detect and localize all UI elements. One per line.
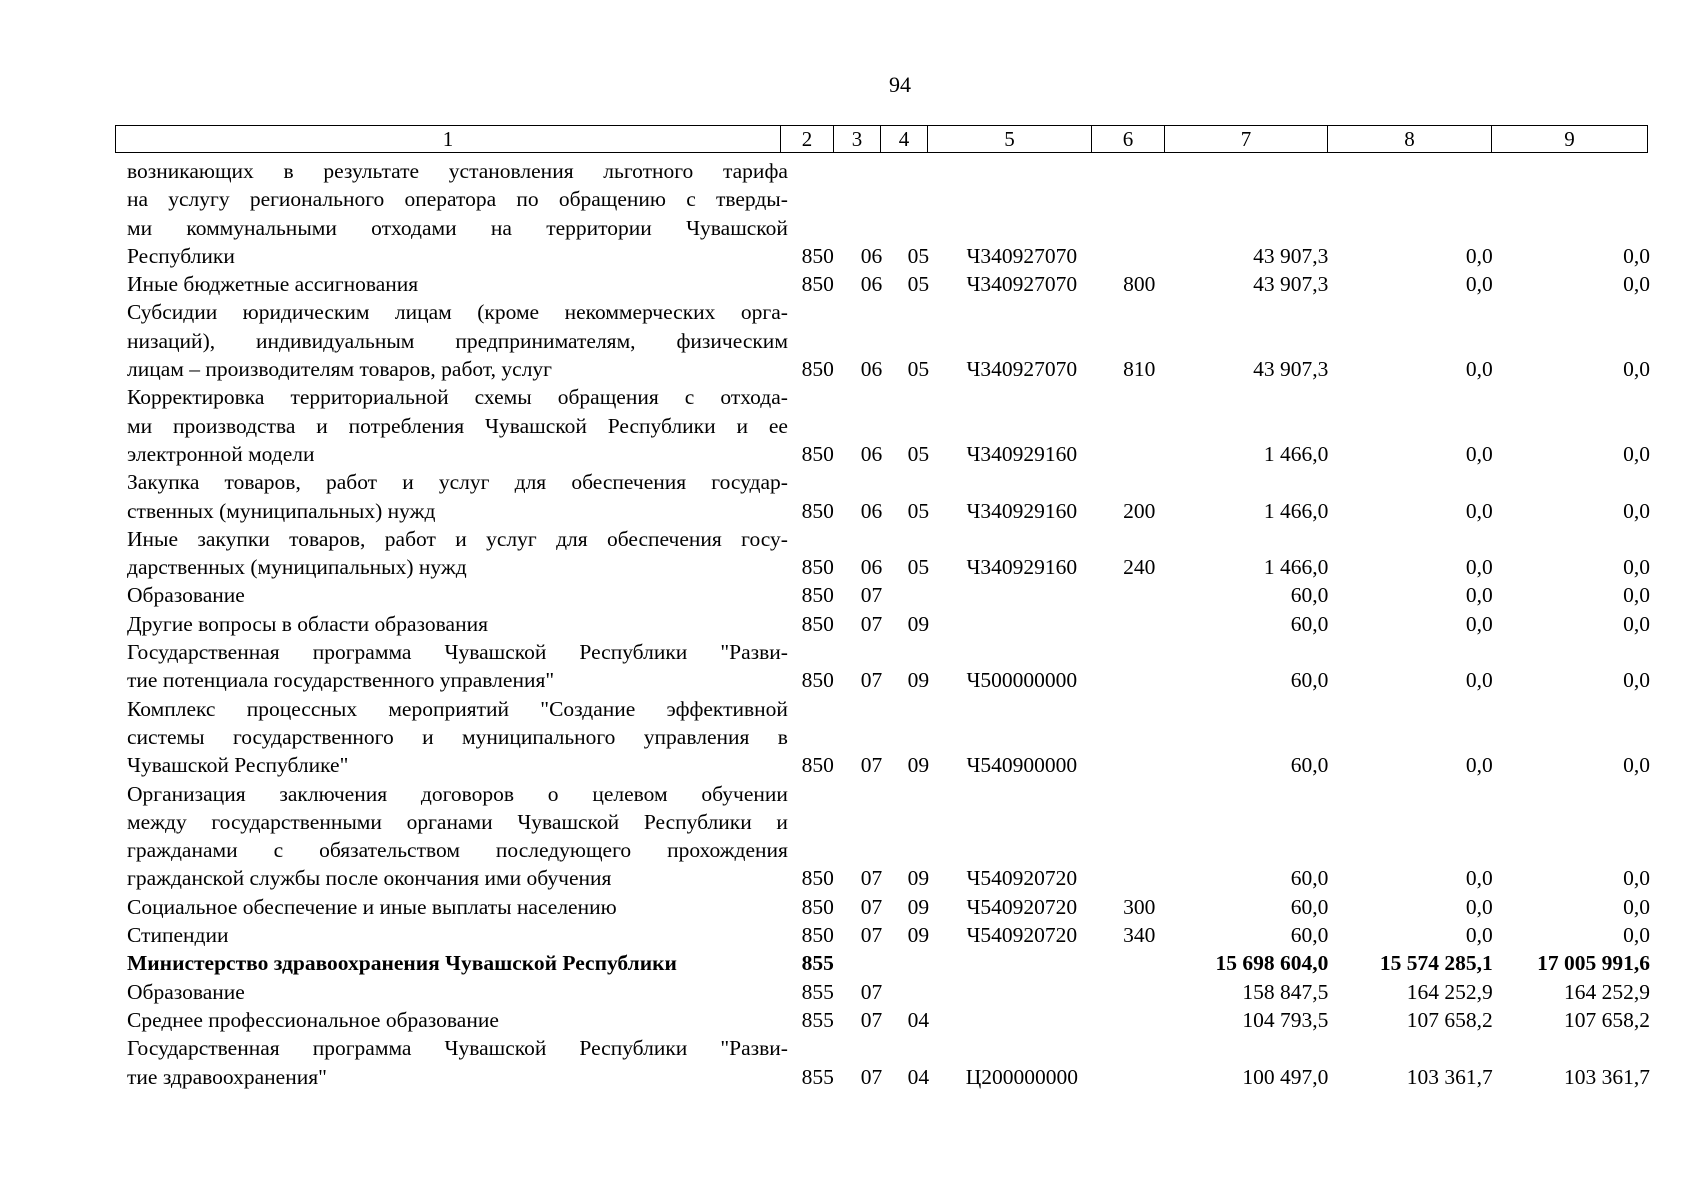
budget-table-body <box>115 157 1660 1091</box>
cell-col-2: 850 <box>801 894 834 919</box>
column-header-5: 5 <box>928 126 1092 153</box>
cell-col-3: 07 <box>860 611 883 636</box>
cell-col-9: 107 658,2 <box>1564 1007 1650 1032</box>
cell-col-4: 09 <box>907 753 930 778</box>
cell-col-7: 60,0 <box>1290 611 1329 636</box>
table-row <box>115 270 1660 298</box>
row-description <box>127 638 788 695</box>
table-row <box>115 383 1660 468</box>
cell-col-7: 1 466,0 <box>1263 555 1329 580</box>
cell-col-6: 810 <box>1123 357 1156 382</box>
cell-col-9: 0,0 <box>1623 611 1650 636</box>
cell-col-3: 07 <box>860 1007 883 1032</box>
cell-col-4: 09 <box>907 668 930 693</box>
cell-col-2: 855 <box>801 951 834 976</box>
cell-col-8: 107 658,2 <box>1406 1007 1493 1032</box>
cell-col-2: 855 <box>801 979 834 1004</box>
description-line: Социальное обеспечение и иные выплаты населению <box>127 894 617 919</box>
cell-col-6: 300 <box>1123 894 1156 919</box>
column-header-2: 2 <box>781 126 834 153</box>
description-line: Министерство здравоохранения Чувашской Республики <box>127 951 677 976</box>
cell-col-2: 850 <box>801 611 834 636</box>
column-header-1: 1 <box>116 126 781 153</box>
description-line: Государственная программа Чувашской Республики "Разви- <box>127 640 788 665</box>
cell-col-8: 0,0 <box>1465 753 1493 778</box>
cell-col-4: 09 <box>907 923 930 948</box>
cell-col-3: 07 <box>860 668 883 693</box>
cell-col-4: 05 <box>907 498 930 523</box>
cell-col-7: 100 497,0 <box>1242 1064 1329 1089</box>
row-description <box>127 525 788 582</box>
description-line: Государственная программа Чувашской Республики "Разви- <box>127 1036 788 1061</box>
table-row <box>115 893 1660 921</box>
table-row <box>115 157 1660 270</box>
description-line: Республики <box>127 243 235 268</box>
cell-col-7: 1 466,0 <box>1263 441 1329 466</box>
description-line: ми коммунальными отходами на территории Чувашской <box>127 215 788 240</box>
cell-col-9: 0,0 <box>1623 555 1650 580</box>
description-line: Организация заключения договоров о целевом обучении <box>127 781 788 806</box>
cell-col-5: Ч340927070 <box>966 243 1078 268</box>
cell-col-8: 0,0 <box>1465 498 1493 523</box>
cell-col-3: 07 <box>860 583 883 608</box>
cell-col-2: 850 <box>801 441 834 466</box>
description-line: низаций), индивидуальным предпринимателям, физическим <box>127 328 788 353</box>
description-line: тие потенциала государственного управления" <box>127 668 555 693</box>
description-line: Иные бюджетные ассигнования <box>127 272 419 297</box>
cell-col-3: 07 <box>860 753 883 778</box>
cell-col-7: 60,0 <box>1290 894 1329 919</box>
cell-col-5: Ч540900000 <box>966 753 1078 778</box>
description-line: Другие вопросы в области образования <box>127 611 488 636</box>
cell-col-2: 850 <box>801 555 834 580</box>
cell-col-4: 09 <box>907 894 930 919</box>
description-line: Комплекс процессных мероприятий "Создание эффективной <box>127 696 788 721</box>
row-description <box>127 978 788 1006</box>
cell-col-5: Ц200000000 <box>965 1064 1078 1089</box>
cell-col-9: 0,0 <box>1623 583 1650 608</box>
row-description <box>127 610 788 638</box>
table-row <box>115 525 1660 582</box>
cell-col-5: Ч540920720 <box>966 894 1078 919</box>
cell-col-8: 0,0 <box>1465 583 1493 608</box>
row-description <box>127 695 788 780</box>
cell-col-3: 07 <box>860 923 883 948</box>
cell-col-3: 06 <box>860 441 883 466</box>
cell-col-4: 04 <box>907 1007 930 1032</box>
cell-col-2: 855 <box>801 1007 834 1032</box>
description-line: системы государственного и муниципального управления в <box>127 724 788 749</box>
page-number: 94 <box>889 72 911 97</box>
description-line: Чувашской Республике" <box>127 753 349 778</box>
row-description <box>127 893 788 921</box>
cell-col-2: 850 <box>801 753 834 778</box>
cell-col-7: 60,0 <box>1290 866 1329 891</box>
cell-col-4: 05 <box>907 243 930 268</box>
table-row <box>115 610 1660 638</box>
cell-col-2: 850 <box>801 866 834 891</box>
row-description <box>127 1006 788 1034</box>
cell-col-9: 103 361,7 <box>1564 1064 1650 1089</box>
row-description <box>127 581 788 609</box>
table-row <box>115 949 1660 977</box>
description-line: между государственными органами Чувашской Республики и <box>127 809 788 834</box>
cell-col-3: 07 <box>860 979 883 1004</box>
cell-col-4: 05 <box>907 272 930 297</box>
column-header-3: 3 <box>834 126 881 153</box>
cell-col-8: 0,0 <box>1465 923 1493 948</box>
description-line: гражданской службы после окончания ими обучения <box>127 866 612 891</box>
cell-col-5: Ч540920720 <box>966 923 1078 948</box>
cell-col-5: Ч500000000 <box>966 668 1078 693</box>
cell-col-3: 06 <box>860 243 883 268</box>
cell-col-8: 164 252,9 <box>1406 979 1493 1004</box>
description-line: Среднее профессиональное образование <box>127 1007 499 1032</box>
cell-col-3: 06 <box>860 272 883 297</box>
description-line: возникающих в результате установления льготного тарифа <box>127 159 788 183</box>
table-row <box>115 468 1660 525</box>
cell-col-7: 60,0 <box>1290 923 1329 948</box>
cell-col-7: 60,0 <box>1290 753 1329 778</box>
cell-col-7: 158 847,5 <box>1242 979 1329 1004</box>
cell-col-3: 07 <box>860 1064 883 1089</box>
cell-col-8: 103 361,7 <box>1406 1064 1493 1089</box>
cell-col-3: 06 <box>860 555 883 580</box>
cell-col-4: 05 <box>907 555 930 580</box>
cell-col-6: 800 <box>1123 272 1156 297</box>
table-row <box>115 978 1660 1006</box>
column-header-6: 6 <box>1092 126 1165 153</box>
cell-col-9: 0,0 <box>1623 243 1650 268</box>
cell-col-7: 60,0 <box>1290 583 1329 608</box>
description-line: лицам – производителям товаров, работ, услуг <box>127 357 553 382</box>
cell-col-5: Ч540920720 <box>966 866 1078 891</box>
cell-col-8: 0,0 <box>1465 243 1493 268</box>
cell-col-2: 850 <box>801 357 834 382</box>
cell-col-5: Ч340929160 <box>966 498 1078 523</box>
cell-col-8: 0,0 <box>1465 357 1493 382</box>
cell-col-5: Ч340929160 <box>966 555 1078 580</box>
cell-col-8: 0,0 <box>1465 894 1493 919</box>
row-description <box>127 383 788 468</box>
cell-col-2: 855 <box>801 1064 834 1089</box>
cell-col-4: 05 <box>907 441 930 466</box>
cell-col-2: 850 <box>801 583 834 608</box>
cell-col-8: 0,0 <box>1465 611 1493 636</box>
table-row <box>115 695 1660 780</box>
row-description <box>127 921 788 949</box>
cell-col-9: 0,0 <box>1623 866 1650 891</box>
cell-col-6: 340 <box>1123 923 1156 948</box>
cell-col-9: 0,0 <box>1623 923 1650 948</box>
cell-col-9: 0,0 <box>1623 272 1650 297</box>
cell-col-6: 200 <box>1123 498 1156 523</box>
cell-col-9: 0,0 <box>1623 357 1650 382</box>
cell-col-7: 43 907,3 <box>1253 357 1329 382</box>
description-line: ственных (муниципальных) нужд <box>127 498 436 523</box>
cell-col-8: 0,0 <box>1465 441 1493 466</box>
cell-col-3: 07 <box>860 866 883 891</box>
cell-col-9: 0,0 <box>1623 498 1650 523</box>
description-line: электронной модели <box>127 441 315 466</box>
column-header-9: 9 <box>1492 126 1648 153</box>
column-header-row <box>115 125 1648 153</box>
row-description <box>127 1034 788 1091</box>
cell-col-3: 07 <box>860 894 883 919</box>
cell-col-9: 0,0 <box>1623 668 1650 693</box>
description-line: Иные закупки товаров, работ и услуг для обеспечения госу- <box>127 526 788 551</box>
cell-col-7: 60,0 <box>1290 668 1329 693</box>
cell-col-9: 0,0 <box>1623 753 1650 778</box>
column-header-7: 7 <box>1165 126 1328 153</box>
description-line: Корректировка территориальной схемы обращения с отхода- <box>127 385 788 410</box>
cell-col-9: 0,0 <box>1623 441 1650 466</box>
cell-col-4: 04 <box>907 1064 930 1089</box>
row-description <box>127 949 788 977</box>
cell-col-9: 164 252,9 <box>1564 979 1650 1004</box>
table-row <box>115 1034 1660 1091</box>
cell-col-8: 0,0 <box>1465 272 1493 297</box>
cell-col-8: 0,0 <box>1465 555 1493 580</box>
cell-col-2: 850 <box>801 498 834 523</box>
table-row <box>115 638 1660 695</box>
cell-col-8: 0,0 <box>1465 866 1493 891</box>
cell-col-4: 09 <box>907 611 930 636</box>
cell-col-5: Ч340927070 <box>966 357 1078 382</box>
table-row <box>115 1006 1660 1034</box>
description-line: ми производства и потребления Чувашской Республики и ее <box>127 413 788 438</box>
row-description <box>127 780 788 893</box>
cell-col-8: 15 574 285,1 <box>1379 951 1493 976</box>
row-description <box>127 270 788 298</box>
cell-col-2: 850 <box>801 668 834 693</box>
cell-col-2: 850 <box>801 272 834 297</box>
row-description <box>127 157 788 270</box>
description-line: Образование <box>127 583 245 608</box>
table-row <box>115 581 1660 609</box>
table-row <box>115 780 1660 893</box>
cell-col-7: 15 698 604,0 <box>1215 951 1329 976</box>
table-row <box>115 921 1660 949</box>
cell-col-6: 240 <box>1123 555 1156 580</box>
cell-col-5: Ч340927070 <box>966 272 1078 297</box>
cell-col-7: 104 793,5 <box>1242 1007 1329 1032</box>
cell-col-7: 43 907,3 <box>1253 272 1329 297</box>
cell-col-9: 0,0 <box>1623 894 1650 919</box>
description-line: Образование <box>127 979 245 1004</box>
description-line: гражданами с обязательством последующего прохождения <box>127 838 788 863</box>
row-description <box>127 298 788 383</box>
description-line: Субсидии юридическим лицам (кроме некоммерческих орга- <box>127 300 788 325</box>
cell-col-3: 06 <box>860 498 883 523</box>
row-description <box>127 468 788 525</box>
cell-col-9: 17 005 991,6 <box>1537 951 1650 976</box>
cell-col-2: 850 <box>801 923 834 948</box>
cell-col-3: 06 <box>860 357 883 382</box>
description-line: дарственных (муниципальных) нужд <box>127 555 467 580</box>
cell-col-4: 05 <box>907 357 930 382</box>
cell-col-7: 43 907,3 <box>1253 243 1329 268</box>
cell-col-2: 850 <box>801 243 834 268</box>
table-row <box>115 298 1660 383</box>
cell-col-8: 0,0 <box>1465 668 1493 693</box>
cell-col-5: Ч340929160 <box>966 441 1078 466</box>
description-line: на услугу регионального оператора по обращению с тверды- <box>127 187 788 212</box>
cell-col-4: 09 <box>907 866 930 891</box>
description-line: Закупка товаров, работ и услуг для обеспечения государ- <box>127 470 788 495</box>
column-header-4: 4 <box>881 126 928 153</box>
cell-col-7: 1 466,0 <box>1263 498 1329 523</box>
description-line: тие здравоохранения" <box>127 1064 327 1089</box>
column-header-8: 8 <box>1328 126 1492 153</box>
description-line: Стипендии <box>127 923 229 948</box>
